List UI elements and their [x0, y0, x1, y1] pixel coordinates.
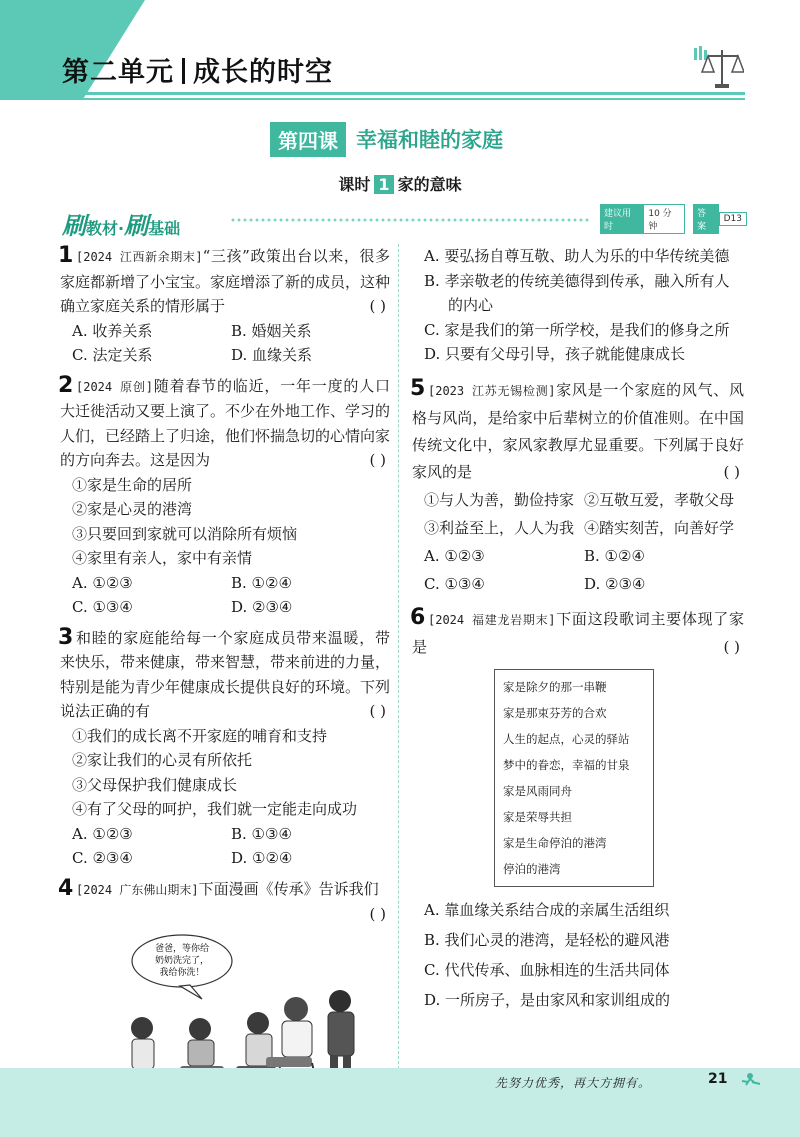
statement-4: ④有了父母的呵护，我们就一定能走向成功 [72, 800, 358, 818]
lyric-line: 家是风雨同舟 [503, 783, 572, 798]
period-number: 1 [374, 175, 393, 194]
period-name: 家的意味 [397, 175, 462, 194]
question-stem [60, 626, 390, 724]
section-bar [62, 206, 747, 240]
bubble-line-3: 我给你洗！ [159, 967, 205, 978]
option-c: C. ②③④ [72, 849, 133, 867]
section-shua-1: 刷 [62, 212, 86, 240]
question-text: 下面漫画《传承》告诉我们 [198, 879, 379, 898]
question-number: 4 [58, 875, 74, 901]
question-text: 随着春节的临近，一年一度的人口大迁徙活动又要上演了。不少在外地工作、学习的人们，已经踏上了归途，他们怀揣急切的心情向家的方向奔去。这是因为 [60, 376, 391, 469]
question-stem [60, 877, 390, 923]
question-text: “三孩”政策出台以来，很多家庭都新增了小宝宝。家庭增添了新的成员，这种确立家庭关系的情形属于 [60, 247, 391, 315]
bubble-line-2: 奶奶洗完了， [154, 955, 210, 966]
lyric-line: 人生的起点，心灵的驿站 [503, 731, 630, 746]
scale-icon [688, 44, 744, 92]
statement-1: ①我们的成长离不开家庭的哺育和支持 [72, 726, 328, 745]
option-b: B. ①②④ [231, 573, 292, 592]
statement-3: ③父母保护我们健康成长 [72, 775, 238, 794]
lesson-name: 幸福和睦的家庭 [356, 128, 503, 152]
option-row [60, 822, 390, 847]
option-c: C. 法定关系 [72, 346, 153, 364]
statement-1: ①与人为善，勤俭持家 [424, 490, 575, 509]
option-a: A. ①②③ [424, 546, 485, 565]
answer-paren: ( ) [723, 462, 740, 481]
statement-4: ④踏实刻苦，向善好学 [584, 518, 735, 537]
option-b: B. ①③④ [231, 824, 292, 843]
right-column [412, 244, 744, 1021]
question-source: [2024 江西新余期末] [76, 250, 203, 264]
option-row [60, 846, 390, 871]
lesson-tag: 第四课 [270, 122, 346, 157]
question-text: 和睦的家庭能给每一个家庭成员带来温暖，带来快乐，带来健康，带来智慧，带来前进的力量，特别是能为青少年健康成长提供良好的环境。下列说法正确的有 [60, 628, 391, 720]
question-stem [60, 374, 390, 473]
option-d: D. ②③④ [231, 598, 293, 616]
lyrics-box [494, 669, 654, 887]
option-d: D. 只要有父母引导，孩子就能健康成长 [424, 345, 686, 363]
question-text: 家风是一个家庭的风气、风格与风尚，是给家中后辈树立的价值准则。在中国传统文化中，家风家教厚尤显重要。下列属于良好家风的是 [412, 380, 744, 481]
option-b: B. ①②④ [584, 546, 645, 565]
section-dotted-rule [230, 217, 590, 223]
statement-2: ②互敬互爱，孝敬父母 [584, 490, 735, 509]
answer-value: D13 [719, 212, 747, 226]
question-source: [2024 福建龙岩期末] [428, 612, 556, 627]
question-number: 2 [58, 372, 74, 398]
period-prefix: 课时 [338, 175, 371, 194]
option-row [412, 570, 744, 598]
page-footer [0, 1068, 800, 1137]
answer-paren: ( ) [723, 637, 740, 656]
section-label-1: 教材 [86, 219, 119, 238]
statement-3: ③只要回到家就可以消除所有烦恼 [72, 524, 298, 543]
left-column [60, 244, 390, 1116]
answer-paren: ( ) [369, 905, 386, 923]
lyric-line: 家是那束芬芳的合欢 [503, 705, 607, 720]
option-a: A. 收养关系 [72, 321, 153, 340]
time-label: 建议用时 [600, 204, 643, 234]
option-row [412, 486, 744, 514]
option-b: B. 婚姻关系 [231, 321, 312, 340]
option-a: A. ①②③ [72, 824, 133, 843]
answer-label: 答案 [693, 204, 719, 234]
statement-1: ①家是生命的居所 [72, 475, 193, 494]
page-header [0, 0, 800, 108]
question-number: 3 [58, 624, 74, 650]
statement-3: ③利益至上，人人为我 [424, 518, 575, 537]
question-text: 下面这段歌词主要体现了家是 [412, 609, 744, 656]
statement-2: ②家让我们的心灵有所依托 [72, 751, 253, 769]
question-source: [2024 广东佛山期末] [76, 882, 199, 897]
question-1 [60, 244, 390, 368]
runner-icon [736, 1072, 764, 1088]
option-d: D. ②③④ [584, 574, 646, 593]
option-c: C. 代代传承、血脉相连的生活共同体 [424, 960, 670, 979]
option-row [412, 514, 744, 542]
option-c: C. ①③④ [424, 574, 485, 593]
column-divider [398, 244, 399, 1074]
question-number: 1 [58, 243, 74, 268]
time-value: 10 分钟 [643, 204, 685, 234]
option-b-continued: 的内心 [448, 296, 494, 314]
question-stem [412, 377, 744, 486]
question-2 [60, 374, 390, 620]
question-4-options [412, 244, 744, 367]
section-label-2: 基础 [148, 219, 181, 238]
option-row [60, 343, 390, 368]
question-stem [412, 606, 744, 661]
option-row [412, 542, 744, 570]
page-number: 21 [708, 1071, 728, 1087]
lyric-line: 家是荣辱共担 [503, 809, 572, 824]
option-row [60, 595, 390, 620]
option-row [60, 571, 390, 596]
option-a: A. ①②③ [72, 573, 133, 592]
period-title [0, 172, 800, 195]
header-rule [60, 92, 745, 95]
statement-2: ②家是心灵的港湾 [72, 500, 193, 518]
option-a: A. 靠血缘关系结合成的亲属生活组织 [424, 900, 670, 919]
option-a: A. 要弘扬自尊互敬、助人为乐的中华传统美德 [424, 247, 730, 265]
lesson-title [270, 122, 503, 156]
option-b: B. 孝亲敬老的传统美德得到传承，融入所有人 [424, 271, 730, 290]
lyric-line: 家是除夕的那一串鞭 [503, 679, 607, 694]
answer-paren: ( ) [369, 451, 386, 469]
section-meta [600, 209, 747, 232]
unit-label: 第二单元 [62, 57, 174, 88]
section-title [62, 206, 180, 241]
bubble-line-1: 爸爸，等你给 [154, 943, 210, 954]
section-shua-2: 刷 [124, 212, 149, 240]
question-number: 5 [410, 375, 426, 401]
section-dot: · [118, 219, 125, 238]
title-separator [182, 58, 185, 84]
option-c: C. ①③④ [72, 598, 133, 616]
lyric-line: 梦中的眷恋，幸福的甘泉 [503, 757, 630, 772]
question-number: 6 [410, 604, 426, 630]
question-6 [412, 606, 744, 1015]
option-d: D. 血缘关系 [231, 346, 313, 364]
option-d: D. ①②④ [231, 849, 293, 867]
statement-4: ④家里有亲人，家中有亲情 [72, 549, 253, 567]
lyric-line: 家是生命停泊的港湾 [503, 835, 607, 850]
header-rule-thin [60, 98, 745, 100]
question-stem [60, 244, 390, 319]
unit-title [62, 50, 333, 89]
unit-name: 成长的时空 [193, 57, 333, 88]
option-row [60, 319, 390, 344]
answer-paren: ( ) [369, 702, 386, 720]
option-b: B. 我们心灵的港湾，是轻松的避风港 [424, 930, 670, 949]
question-5 [412, 377, 744, 598]
question-source: [2024 原创] [76, 379, 153, 394]
option-c: C. 家是我们的第一所学校，是我们的修身之所 [424, 320, 730, 339]
answer-paren: ( ) [369, 297, 386, 315]
question-source: [2023 江苏无锡检测] [428, 383, 556, 398]
footer-motto: 先努力优秀，再大方拥有。 [495, 1076, 652, 1090]
question-3 [60, 626, 390, 871]
option-d: D. 一所房子，是由家风和家训组成的 [424, 990, 671, 1009]
lyric-line: 停泊的港湾 [503, 861, 561, 876]
